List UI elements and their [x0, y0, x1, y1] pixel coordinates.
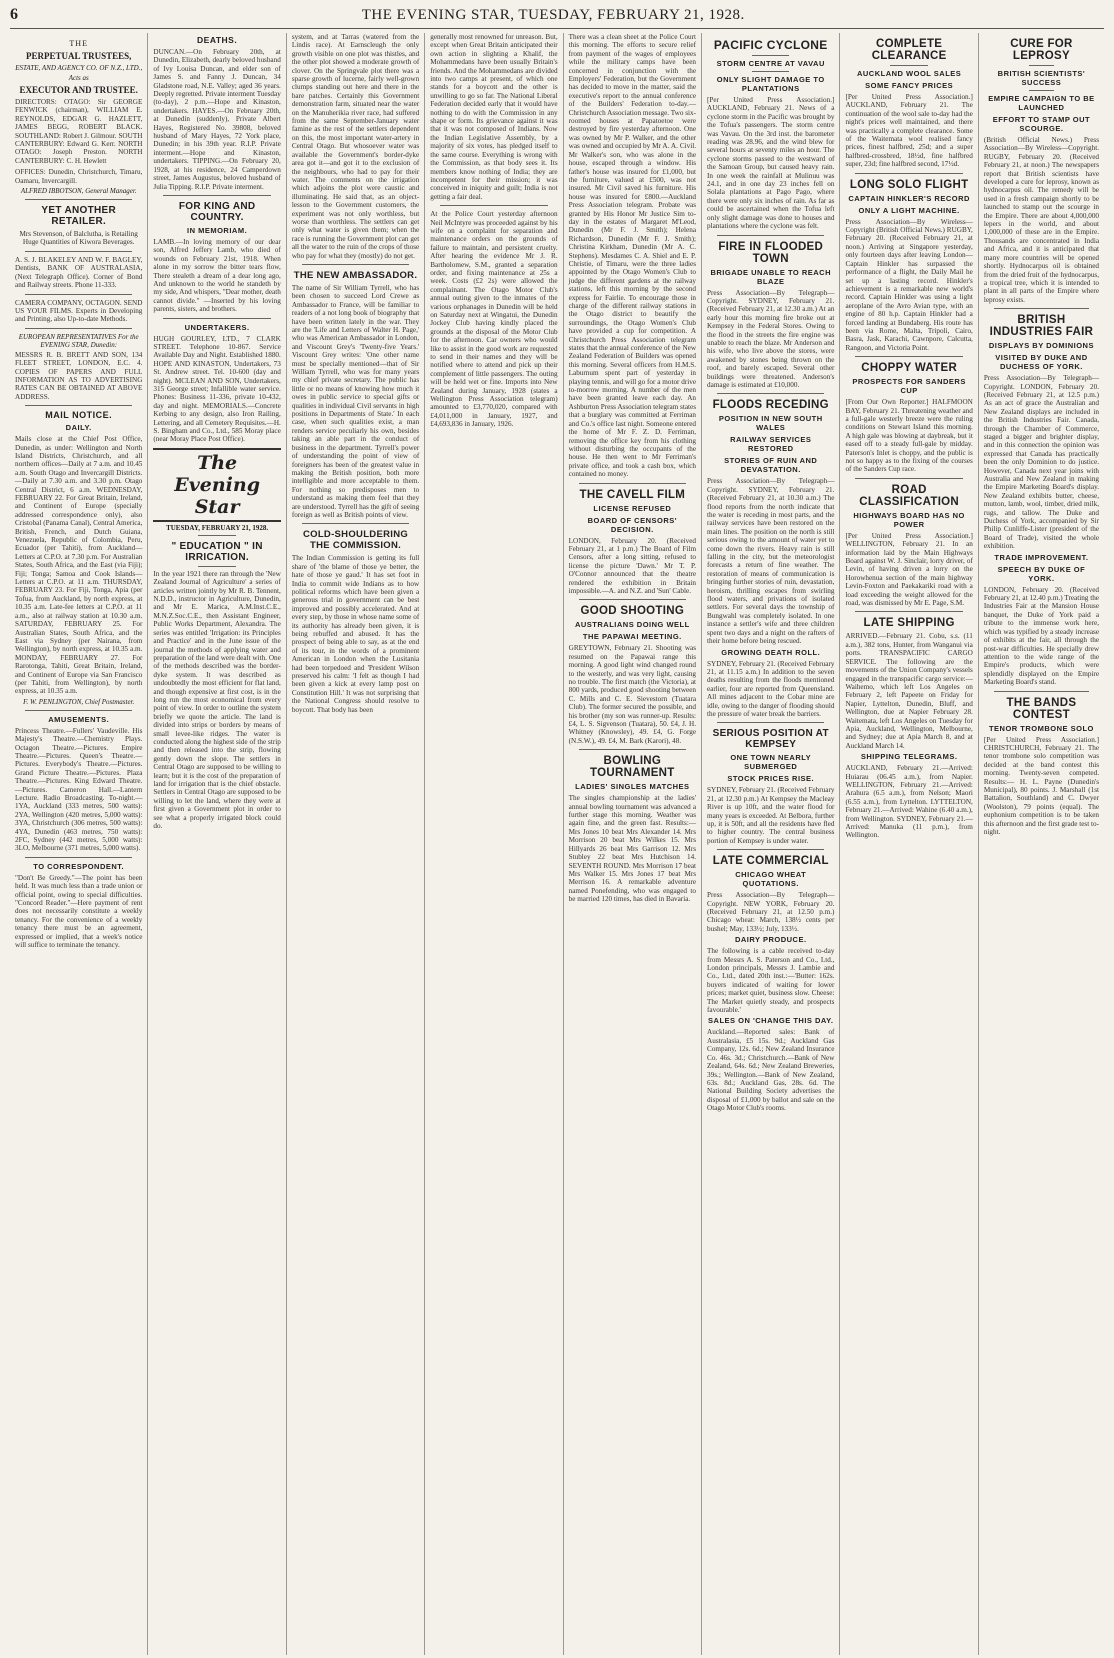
road-text: [Per United Press Association.] WELLINGTON, February 21. In an information laid by the Main Highways Board against W. J. Sinclair, lorry driver, of Levin, of having driven a lorry on the Horowhenua section of the main highway Levin-Foxton and Paekakariki road with a load exceeding the weight allowed for the road, was dismissed by Mr E. Page, S.M. — [845, 531, 973, 608]
fire-subheading: BRIGADE UNABLE TO REACH BLAZE — [710, 267, 831, 286]
columns — [10, 33, 1104, 1655]
sales-text: Auckland.—Reported sales: Bank of Australasia, £5 15s. 9d.; Auckland Gas Company, 12s. 6d.; New Zealand Insurance Co. 46s. 3d.; Christchurch.—Bank of New Zealand, 64s. 6d.; New Zealand Breweries, 39s.; Wellington.—Bank of New Zealand, 63s. 8d.; Auckland Gas, 28s. 6d. The National Building Society advertises the disposal of £1,000 by ballot and sale on the Otago Motor Club's rooms. — [707, 1028, 835, 1113]
cyclone-subheading: STORM CENTRE AT VAVAU — [716, 59, 825, 68]
dentists-ad: A. S. J. BLAKELEY AND W. F. BAGLEY, Dentists, BANK OF AUSTRALASIA, (Next Telegraph Office). Corner of Bond and Railway streets. Phone 11-333. — [15, 255, 143, 290]
clearance-subheading-2: SOME FANCY PRICES — [865, 81, 954, 90]
deaths-heading: DEATHS. — [197, 35, 238, 45]
fair-text: Press Association—By Telegraph—Copyright. LONDON, February 20. (Received February 21, at 12.5 p.m.) As an act of grace the Australian and New Zealand displays are included in the British Industries Fair. Canada, through the Chamber of Commerce, staged a bigger and brighter display, and in this connection the opinion was expressed that Canada has practically been the only Dominion to do justice. However, Canada next year joins with Australia and New Zealand in making the Empire Marketing Board's display. New Zealand exhibits butter, cheese, mutton, lamb, wool, timber, dried milk, rugs, and tallow. The Duke and Duchess of York, accompanied by Sir Philip Cunliffe-Lister (president of the Board of Trade), visited the whole exhibition. — [983, 374, 1100, 551]
floods-subheading-3: STORIES OF RUIN AND DEVASTATION. — [724, 456, 818, 475]
death-roll-heading: GROWING DEATH ROLL. — [721, 647, 821, 657]
trade-text: LONDON, February 20. (Received February 21, at 12.40 p.m.) Treating the Industries Fair at the Mansion House banquet, the Duke of York paid a tribute to the immense work here, which was typified by a steady increase of exhibits at the fair, all through the post-war difficulties. He specially drew attention to the wide range of the Empire's products, which were splendidly displayed on the Empire Marketing Board's stand. — [983, 585, 1100, 687]
wheat-subheading: CHICAGO WHEAT QUOTATIONS. — [735, 870, 807, 889]
choppy-text: [From Our Own Reporter.] HALFMOON BAY, February 21. Threatening weather and a full-gale westerly breeze were the ruling conditions on Stewart Island this morning. A high gale was blowing at daybreak, but it eased off to a steady full-gale by midday. Paterson's Inlet is choppy, and the public is not so happy as to the fixing of the courses of the Sanders Cup race. — [845, 398, 973, 474]
clearance-subheading: AUCKLAND WOOL SALES — [856, 69, 962, 78]
mail-subheading: DAILY. — [65, 423, 92, 433]
clearance-text: [Per United Press Association.] AUCKLAND, February 21. The continuation of the wool sale to-day had the night's prices well maintained, and there was practically a complete clearance. Some of the Waitemata wool realised fancy prices, finest halfbred, 25d; and a super halfbred-crossbred, 18½d, fine halfbred super, 23d; fine halfbred second, 17½d. — [845, 93, 973, 169]
mail-text: Mails close at the Chief Post Office, Dunedin, as under: Wellington and North Island Districts, Christchurch, and all northern offices—Daily at 7 a.m. and 10.45 a.m. South Otago and Invercargill Districts.—Daily at 7.30 a.m. and 3.30 p.m. Otago Central District, 6 a.m. WEDNESDAY, FEBRUARY 22. For Great Britain, Ireland, and Continent of Europe (specially addressed correspondence only), also Cristobal (Panama Canal), Central America, British, French, and Dutch Guiana, Venezuela, Republic of Colombia, Peru, Ecuador (per Tahiti), from Auckland—Letters at C.P.O. at 7.30 p.m. For Australian States, South Africa, and the East (via Fiji); Fiji; Tonga; Samoa and Cook Islands—Letters at C.P.O. at 11 a.m. THURSDAY, FEBRUARY 23. For Fiji, Tonga, Apia (per Tofua, from Auckland, by north express, at 10.35 a.m. Late-fee letters at C.P.O. at 11 a.m., also at railway station at 10.30 a.m. SATURDAY, FEBRUARY 25. For Australian States, South Africa, and the East via Sydney (per Nairana, from Wellington), by north express, at 10.35 a.m. MONDAY, FEBRUARY 27. For Rarotonga, Tahiti, Great Britain, Ireland, and Continent of Europe via San Francisco (per Tahiti, from Wellington), by north express, at 10.35 a.m. — [15, 435, 143, 696]
road-heading: ROAD CLASSIFICATION — [859, 483, 960, 508]
column-4 — [425, 33, 563, 1655]
page-number: 6 — [10, 6, 19, 23]
european-text: MESSRS R. B. BRETT AND SON, 134 FLEET STREET, LONDON, E.C. 4. COPIES OF PAPERS AND FULL INFORMATION AS TO ADVERTISING RATES CAN BE OBTAINED AT ABOVE ADDRESS. — [15, 350, 143, 401]
floods-heading: FLOODS RECEDING — [712, 399, 829, 412]
police-court-text: At the Police Court yesterday afternoon Neil McIntyre was proceeded against by his wife on a complaint for separation and maintenance orders on the grounds of failure to maintain, and persistent cruelty. After hearing the evidence Mr J. R. Bartholomew, S.M., granted a separation order, and fixing maintenance at 25s a week. Costs (£2 2s) were allowed the complainant. The Otago Motor Club's annual outing given to the inmates of the various orphanages in Dunedin will be held on Saturday next at Wingatui, the Dunedin Jockey Club having kindly placed the grounds at the disposal of the Motor Club for the afternoon. Car owners who would like to assist in the good work are requested to send in their names and they will be notified where to attend and pick up their complement of little passengers. The outing will be held wet or fine. Imports into New Zealand during January, 1928 (states a Wellington Press Association telegram) amounted to £3,770,020, compared with £4,011,000 in January, 1927, and £4,693,836 in January, 1926. — [430, 210, 558, 429]
kempsey-text: SYDNEY, February 21. (Received February 21, at 12.30 p.m.) At Kempsey the Macleay River is up 10ft, and the water flood for many years is exceeded. At Belbora, further up, it is 50ft, and all the residents have fled to higher country. The central business portion of Kempsey is under water. — [707, 786, 835, 845]
trade-heading: TRADE IMPROVEMENT. — [994, 552, 1089, 562]
solo-flight-subheading-2: ONLY A LIGHT MACHINE. — [858, 205, 960, 215]
solo-flight-heading: LONG SOLO FLIGHT — [849, 178, 969, 191]
column-7 — [840, 33, 978, 1655]
death-roll-text: SYDNEY, February 21. (Received February 21, at 11.15 a.m.) In addition to the seven deaths resulting from the floods mentioned earlier, four are reported from Queensland. All mines adjacent to the Cobar mine are idle, owing to the danger of flooding should the pressure of water break the barriers. — [707, 659, 835, 718]
editorial-heading: " EDUCATION " IN IRRICATION. — [171, 540, 263, 563]
deaths-text: DUNCAN.—On February 20th, at Dunedin, Elizabeth, dearly beloved husband of Ivy Louisa Duncan, and elder son of James S. and Fanny J. Duncan, 34 Gladstone road, N.E. Valley; aged 36 years. Deeply regretted. Private interment Tuesday (to-day), 2 p.m.—Hope and Kinaston, undertakers. HAYES.—On February 20th, at Dunedin (suddenly), Private Albert Hayes, Registered No. 39808, beloved husband of Mary Hayes, 72 York place, Dunedin; in his 39th year. R.I.P. Private interment.—Hope and Kinaston, undertakers. TIPPING.—On February 20, 1928, at his residence, 24 Camperdown street, James Augustus, beloved husband of Julia Tipping. R.I.P. Private interment. — [153, 48, 281, 191]
fair-subheading: DISPLAYS BY DOMINIONS — [988, 341, 1094, 351]
dairy-text: The following is a cable received to-day from Messrs A. S. Paterson and Co., Ltd., London principals, Messrs J. Lambie and Co., Ltd., dated 20th inst.:—'Butter: 162s. buyers indicated of waiting for lower prices; market quiet, business slow. Cheese: The Market quietly steady, and prospects favourable.' — [707, 947, 835, 1015]
cyclone-text: [Per United Press Association.] AUCKLAND, February 21. News of a cyclone storm in the Pacific was brought by the Tofua's passengers. The storm centre was Vavau. On the 3rd inst. the barometer reading was 28.96, and the wind blew for several hours at seventy miles an hour. The cyclone storms passed to the westward of the Samoan Group, but caused heavy rain. In one week the rainfall at Mulinuu was 24.1, and in one day 23 inches fell on Solala plantations at Pago Pago, where there were only six inches of rain. As far as could be ascertained when the Tofua left only slight damage was done to houses and plantations where the cyclone was felt. — [707, 96, 835, 231]
kc-heading: FOR KING AND COUNTRY. — [178, 200, 256, 223]
cyclone-subheading-2: ONLY SLIGHT DAMAGE TO PLANTATIONS — [716, 75, 825, 93]
shipping-heading: LATE SHIPPING — [863, 617, 955, 630]
masthead — [10, 6, 1104, 29]
undertakers-heading: UNDERTAKERS. — [184, 322, 250, 332]
commission-text: The Indian Commission is getting its full share of 'the blame of those ye better, the hate of those ye gaud.' It has set foot in India to commit wide Indians as to how political reforms which have been given a generous trial in government can be best improved and possibly accelerated. And at every step, by those in whose name some of its authority has already been given, it is being rebuffed and abused. It has the prospect of being able to say, as at the end of its tour, in the words of a prominent American in London when the Lusitania had been torpedoed and 'President Wilson preserved his calm: 'I felt as though I had been given a kick at every lamp post on Constitution Hill.' It was not surprising that the National Congress should resolve to boycott. That body has been — [291, 554, 420, 714]
kempsey-subheading: ONE TOWN NEARLY SUBMERGED — [730, 753, 812, 772]
column-3 — [287, 33, 425, 1655]
trustees-title: PERPETUAL TRUSTEES, — [26, 51, 132, 61]
fair-heading: BRITISH INDUSTRIES FAIR — [989, 314, 1094, 339]
shipping-telegrams-text: AUCKLAND, February 21.—Arrived: Huiarau (06.45 a.m.), from Napier. WELLINGTON, February 21.—Arrived: Arahura (6.5 a.m.), from Nelson; Maori (6.55 a.m.), from Lyttelton. LYTTELTON, February 21.—Arrived: Wahine (6.40 a.m.), from Wellington. SYDNEY, February 21.—Arrived: Manuka (11 p.m.), from Wellington. — [845, 764, 973, 840]
road-subheading: HIGHWAYS BOARD HAS NO POWER — [853, 510, 965, 529]
amusements-heading: AMUSEMENTS. — [48, 714, 110, 724]
correspondent-text: "Don't Be Greedy."—The point has been held. It was much less than a trade union or official point, owing to special difficulties. "Concord Reader."—Here payment of rent does not necessarily constitute a weekly tenancy. For the convenience of a weekly tenancy there must be an agreement, expressed or implied, that a week's notice will suffice to terminate the tenancy. — [15, 873, 143, 950]
bands-text: [Per United Press Association.] CHRISTCHURCH, February 21. The tenor trombone solo competition was decided at the band contest this morning. Twenty-seven competed. Results:— H. L. Payne (Dunedin's Municipal), 80 points. J. Marshall (1st Battalion, Southland) and C. Dwyer (Woolston), 79 points (equal). The euphonium competition is to be taken this afternoon and the first grade test to-night. — [983, 735, 1100, 836]
floods-subheading: POSITION IN NEW SOUTH WALES — [718, 414, 823, 433]
trade-subheading: SPEECH BY DUKE OF YORK. — [997, 564, 1086, 583]
evening-star-logo: The Evening Star — [153, 448, 280, 522]
undertakers-text: HUGH GOURLEY, LTD., 7 CLARK STREET. Telephone 10-867. Service Available Day and Night. Established 1880. HOPE AND KINASTON, Undertakers, 73 St. Andrew street. Tel. 10-600 (day and night). MCLEAN AND SON, Undertakers, 315 George street; Infallible water service. Phones: Business 11-336, private 10-432, day and night. MEMORIALS.—Concrete Kerbing to any design, also Iron Railing, Lettering, and all Cemetery Requisites.—H. S. Bingham and Co., Ltd., 585 Moray place (near Moray Place Post Office). — [153, 334, 281, 444]
camera-ad: CAMERA COMPANY, OCTAGON. SEND US YOUR FILMS. Experts in Developing and Printing, also Up-to-date Methods. — [15, 298, 143, 324]
column-5 — [564, 33, 702, 1655]
kempsey-heading: SERIOUS POSITION AT KEMPSEY — [712, 728, 829, 751]
shooting-subheading-2: THE PAPAWAI MEETING. — [582, 632, 682, 642]
kc-subheading: IN MEMORIAM. — [187, 225, 248, 235]
ambassador-heading: THE NEW AMBASSADOR. — [293, 269, 418, 281]
bands-subheading: TENOR TROMBONE SOLO — [988, 723, 1094, 733]
ambassador-text: The name of Sir William Tyrrell, who has been chosen to succeed Lord Crewe as Ambassador to France, will be familiar to readers of a not long book of biography that have been written lately in the war. They are the 'Life and Letters of Walter H. Page,' who was American Ambassador in London, and Viscount Grey's 'Twenty-five Years.' Viscount Grey writes: 'One other name must be specially mentioned—that of Sir William Tyrrell, who was for many years my chief private secretary. The public has little or no means of knowing how much it owes in public service to special gifts or qualities in individual Civil servants in high positions in Departments of State.' In each case, when such qualities exist, a man renders service peculiarly his own, besides taking an able part in the conduct of business in the department. Tyrrell's power of understanding the point of view of foreigners has been of the greatest value in making the British position, both more intelligible and more acceptable to them. For nothing so predisposes men to understand as making them feel that they are understood. Tyrrell has the gift of seeing foreign as well as British points of view. — [291, 283, 420, 519]
fire-text: Press Association—By Telegraph—Copyright. SYDNEY, February 21. (Received February 21, at 12.30 a.m.) At an early hour this morning fire broke out at Kempsey in the Federal Stores. Owing to the flood in the streets the fire engine was unable to reach the blaze. Mr Anderson and his wife, who live above the stores, were awakened by stones being thrown on the roof, and barely escaped. Several other buildings were threatened. Anderson's damage is estimated at £10,000. — [707, 288, 835, 389]
cavell-subheading-2: BOARD OF CENSORS' DECISION. — [587, 515, 678, 534]
trustees-offices: OFFICES: Dunedin, Christchurch, Timaru, Oamaru, Invercargill. — [15, 168, 143, 185]
amusements-text: Princess Theatre.—Fullers' Vaudeville. His Majesty's Theatre.—Chemistry Plays. Octagon Theatre.—Pictures. Empire Theatre.—Pictures. Queen's Theatre.—Pictures. Everybody's Theatre.—Pictures. Grand Picture Theatre.—Pictures. Plaza Theatre.—Pictures. King Edward Theatre.—Pictures. Cameron Hall.—Lantern Lecture. Radio Broadcasting. To-night.—1YA, Auckland (333 metres, 500 watts): 2YA, Wellington (420 metres, 5,000 watts): 3YA, Christchurch (306 metres, 500 watts): 4YA, Dunedin (463 metres, 750 watts): 2FC, Sydney (442 metres, 5,000 watts): 3LO, Melbourne (371 metres, 5,000 watts). — [15, 726, 143, 853]
floods-text: Press Association—By Telegraph—Copyright. SYDNEY, February 21. (Received February 21, at 10.30 a.m.) The flood reports from the north indicate that the water is receding in most parts, and the railway services have been restored on the main lines. The position on the north is still serious owing to the amount of water yet to come down the rivers. Heavy rain is still falling in the city, but the meteorologist forecasts a return of fine weather. The restoration of means of communication is bringing further stories of ruin, devastation, heroism, thrilling escapes from swirling flood waters, and privations of isolated settlers. For several days the township of Bungwahl was completely isolated. In one instance a settler's wife and three children spent two days and a night on the rafters of their home before being rescued. — [707, 477, 835, 646]
choppy-subheading: PROSPECTS FOR SANDERS CUP — [852, 377, 966, 396]
dairy-heading: DAIRY PRODUCE. — [734, 935, 807, 945]
editorial-text: In the year 1921 there ran through the 'New Zealand Journal of Agriculture' a series of articles written jointly by Mr R. B. Tennent, N.D.D., instructor in Agriculture, Dunedin, and Mr E. Marica, A.M.Inst.C.E., M.N.Z.Soc.C.E., then Assistant Engineer, Public Works Department, Alexandra. The series was entitled 'Irrigation: its Principles and Practice' and in the June issue of the journal the methods of applying water and preparation of the land were dealt with. One of the methods described was the border-dyke system. It was described as undoubtedly the most efficient for flat land, and though expensive at first cost, is in the long run the most economical from every point of view. In order to outline the system briefly we quote the article. The land is divided into strips or borders by means of small levee-like ridges. The water is conducted along the highest side of the strip and then released into the strip, flowing gently down the slope. The settlers in Central Otago are supposed to be willing to learn; but it is the cost of the preparation of land for irrigation that is the chief obstacle. Settlers in Central Otago are supposed to be willing to let the land, where they were at first given a Government plot in order to see what a properly irrigated block could do. — [153, 569, 281, 831]
leprosy-text: (British Official News.) Press Association—By Wireless—Copyright. RUGBY, February 20. (Received February 21, at noon.) The newspapers report that British scientists have developed a cure for leprosy, known as hydnocarpus oil. The remedy will be used in a fresh campaign shortly to be launched to stamp out the scourge in the Empire. There are about 4,000,000 lepers in the world, and about 1,000,000 of these are in the Empire. Thousands are concentrated in India and Africa, and it is anticipated that many more countries will be opened shortly. Hydnocarpus oil is obtained from the dried fruit of the hydnocarpus, a tropical tree, which it is intended to plant in all parts of the Empire where leprosy exists. — [983, 136, 1100, 304]
kempsey-subheading-2: STOCK PRICES RISE. — [727, 774, 815, 784]
trustees-manager: ALFRED IBBOTSON, General Manager. — [20, 187, 137, 196]
wheat-text: Press Association—By Telegraph—Copyright. NEW YORK, February 20. (Received February 21, at 12.50 p.m.) Chicago wheat: March, 138½ cents per bushel; May, 133½; July, 133½. — [707, 891, 835, 933]
fire-heading: FIRE IN FLOODED TOWN — [718, 240, 824, 265]
leprosy-heading: CURE FOR LEPROSY — [1010, 38, 1073, 62]
commission-heading: COLD-SHOULDERING THE COMMISSION. — [302, 529, 409, 552]
cavell-text: LONDON, February 20. (Received February 21, at 1 p.m.) The Board of Film Censors, after a long sitting, refused to license the picture 'Dawn.' Mr T. P. O'Connor announced that the theatre rendered the exhibition in Britain impossible.—A. and N.Z. and 'Sun' Cable. — [568, 536, 697, 595]
bands-heading: THE BANDS CONTEST — [1006, 696, 1077, 721]
editorial-continued: system, and at Tarras (watered from the Lindis race). At Earnscleugh the only growth visible on one plot was thistles, and the other plot showed a moderate growth of clover. On the Springvale plot there was a sparse growth of lucerne, fairly well-grown clumps standing out here and there in the bare patches. Certainly this Government demonstration farm, situated near the water on the Manuherikia river race, had suffered from the same September-January water famine as the rest of the settlers dependent on this, the most important water-artery in Central Otago. But whosoever water was available the Government's border-dyke area got it—and got it to the exclusion of the neighbours, who had to pay for their water. The comments on the irrigation which adjoins the plot were caustic and illuminating. He said that, as an object-lesson to the Government customers, the experiment was not only worthless, but worse than worthless. The settlers can get only what water is given them; when the race is running the Government plot can get all the water to the ruin of the crops of those who pay for what they (mostly) do not get. — [291, 33, 420, 260]
leprosy-subheading-3: EFFORT TO STAMP OUT SCOURGE. — [992, 115, 1091, 133]
retailer-text: Mrs Stevenson, of Balclutha, is Retailing Huge Quantities of Kiwora Beverages. — [19, 230, 138, 247]
cavell-heading: THE CAVELL FILM — [579, 488, 686, 501]
shipping-telegrams-heading: SHIPPING TELEGRAMS. — [860, 752, 958, 762]
fair-subheading-2: VISITED BY DUKE AND DUCHESS OF YORK. — [995, 353, 1088, 372]
retailer-heading: YET ANOTHER RETAILER. — [41, 205, 116, 228]
mail-heading: MAIL NOTICE. — [45, 410, 113, 421]
choppy-heading: CHOPPY WATER — [861, 362, 958, 375]
bowling-heading: BOWLING TOURNAMENT — [590, 755, 675, 780]
kc-text: LAMB.—In loving memory of our dear son, Alfred Jeffery Lamb, who died of wounds on February 21st, 1918. When alone in my sorrow the bitter tears flow, There stealeth a dream of a dear long ago, And unknown to the world he standeth by my side, And whispers, "Dear mother, death cannot divide." —Inserted by his loving parents, sisters, and brothers. — [153, 237, 281, 314]
column-6 — [702, 33, 840, 1655]
trustees-directors: DIRECTORS: OTAGO: Sir GEORGE FENWICK (chairman), WILLIAM E. REYNOLDS, EDGAR G. HAZLETT, JAMES BEGG, ROBERT BLACK. SOUTHLAND: Robert J. Gilmour. SOUTH CANTERBURY: Edward G. Kerr. NORTH OTAGO: Joseph Preston. NORTH CANTERBURY: C. H. Hewlett — [15, 98, 143, 165]
commission-continued: generally most renowned for unreason. But, except when Great Britain anticipated their own action in slighting a Khalif, the Mohammedans have been usually Britain's friends. And the Mohammedans are divided into two camps at present, of which one stands for a boycott and the other is unwilling to go so far. The National Liberal Federation decided early that it would have nothing to do with the Commission in any shape or form. Its grievance against it was that it was not composed of Indians. Now the Indian Legislative Assembly, by a majority of six votes, has pledged itself to the same course. Everything is wrong with the Commission, as that body sees it. Its members know nothing of India; they are incompetent for their mission; it was conceived in iniquity and guilt; India is not getting a fair deal. — [430, 33, 558, 201]
shooting-subheading: AUSTRALIANS DOING WELL — [574, 620, 690, 630]
leprosy-subheading-2: EMPIRE CAMPAIGN TO BE LAUNCHED — [988, 94, 1095, 112]
column-2 — [148, 33, 286, 1655]
logo-date: TUESDAY, FEBRUARY 21, 1928. — [166, 523, 269, 532]
column-1: THE PERPETUAL TRUSTEES, ESTATE, AND AGENCY CO. OF N.Z., LTD., Acts as EXECUTOR AND TRUSTEE. DIRECTORS: OTAGO: Sir GEORGE FENWICK (chairman), WILLIAM E. REYNOLDS, EDGAR G. HAZLETT, JAMES BEGG, ROBERT BLACK. SOUTHLAND: Robert J. Gilmour. SOUTH CANTERBURY: Edward G. Kerr. NORTH OTAGO: Joseph Preston. NORTH CANTERBURY: C. H. Hewlett OFFICES: Dunedin, Christchurch, Timaru, Oamaru, Invercargill. ALFRED IBBOTSON, General Manager. YET ANOTHER RETAILER. Mrs Stevenson, of Balclutha, is Retailing Huge Quantities of Kiwora Beverages. A. S. J. BLAKELEY AND W. F. BAGLEY, Dentists, BANK OF AUSTRALASIA, (Next Telegraph Office). Corner of Bond and Railway streets. Phone 11-333. CAMERA COMPANY, OCTAGON. SEND US YOUR FILMS. Experts in Developing and Printing, also Up-to-date Methods. EUROPEAN REPRESENTATIVES For the EVENING STAR, Dunedin: MESSRS R. B. BRETT AND SON, 134 FLEET STREET, LONDON, E.C. 4. COPIES OF PAPERS AND FULL INFORMATION AS TO ADVERTISING RATES CAN BE OBTAINED AT ABOVE ADDRESS. MAIL NOTICE. DAILY. Mails close at the Chief Post Office, Dunedin, as under: Wellington and North Island Districts, Christchurch, and all northern offices—Daily at 7 a.m. and 10.45 a.m. South Otago and Invercargill Districts.—Daily at 7.30 a.m. and 3.30 p.m. Otago Central District, 6 a.m. WEDNESDAY, FEBRUARY 22. For Great Britain, Ireland, and Continent of Europe (specially addressed correspondence only), also Cristobal (Panama Canal), Central America, British, French, and Dutch Guiana, Venezuela, Republic of Colombia, Peru, Ecuador (per Tahiti), from Auckland—Letters at C.P.O. at 7.30 p.m. For Australian States, South Africa, and the East (via Fiji); Fiji; Tonga; Samoa and Cook Islands—Letters at C.P.O. at 11 a.m. THURSDAY, FEBRUARY 23. For Fiji, Tonga, Apia (per Tofua, from Auckland, by north express, at 10.35 a.m. Late-fee letters at C.P.O. at 11 a.m., also at railway station at 10.30 a.m. SATURDAY, FEBRUARY 25. For Australian States, South Africa, and the East via Sydney (per Nairana, from Wellington), by north express, at 10.35 a.m. MONDAY, FEBRUARY 27. For Rarotonga, Tahiti, Great Britain, Ireland, and Continent of Europe via San Francisco (per Tahiti, from Wellington), by north express, at 10.35 a.m. F. W. PENLINGTON, Chief Postmaster. AMUSEMENTS. Princess Theatre.—Fullers' Vaudeville. His Majesty's Theatre.—Chemistry Plays. Octagon Theatre.—Pictures. Empire Theatre.—Pictures. Queen's Theatre.—Pictures. Everybody's Theatre.—Pictures. Grand Picture Theatre.—Pictures. Plaza Theatre.—Pictures. King Edward Theatre.—Pictures. Cameron Hall.—Lantern Lecture. Radio Broadcasting. To-night.—1YA, Auckland (333 metres, 500 watts): 2YA, Wellington (420 metres, 5,000 watts): 3YA, Christchurch (306 metres, 500 watts): 4YA, Dunedin (463 metres, 750 watts): 2FC, Sydney (442 metres, 5,000 watts): 3LO, Melbourne (371 metres, 5,000 watts). TO CORRESPONDENT. "Don't Be Greedy."—The point has been held. It was much less than a trade union or official point, owing to special difficulties. "Concord Reader."—Here payment of rent does not necessarily constitute a weekly tenancy. For the convenience of a weekly tenancy there must be an agreement, expressed or implied, that a week's notice will suffice to terminate the tenancy. — [10, 33, 148, 1655]
local-news-text: There was a clean sheet at the Police Court this morning. The efforts to secure relief from payment of the wages of employees while the military camps have been concerned in conjunction with the Employers' Federation, but the Government has decided to move in the matter, said the executive's report to the annual conference of the Builders' Federation to-day.—Christchurch Association message. Two six-roomed houses at Papatoetoe were destroyed by fire yesterday afternoon. One was owned by Mr P. Walker, and the other was owned and occupied by Mr A. A. Civil. Mr Walker's son, who was alone in the house, escaped through a window. His father's house was insured for £1,000, but the furniture, valued at £500, was not insured. Mr Civil saved his furniture. His house was insured for £800.—Auckland Press Association telegram. Probate was granted by His Honor Mr Justice Sim to-day in the estates of Margaret M'Leod, Dunedin (Mr F. J. Smith); Helena Richardson, Dunedin (Mr F. J. Smith); Christina Kirkham, Dunedin (Mr A. C. Stephens). Mesdames C. A. Shiel and E. P. Christie, of Timaru, were the three ladies appointed by the Otago Women's Club to judge the different gardens at the railway stations, left this morning by the second express for Fairlie. To encourage those in charge of the different railway stations in the Otago district to beautify the surroundings, the Otago Women's Club have provided a cup for competition. A Christchurch Press Association telegram states that the annual conference of the New Zealand Federation of Builders was opened this morning. Several officers from H.M.S. Laburnum spent part of yesterday in playing tennis, and will go for a motor drive to-morrow morning. A number of the men have been granted leave each day. An Ashburton Press Association telegram states that a burglary was committed at Ferriman and Co.'s office last night. Someone entered the home of Mr F. Z. D. Ferriman, removing the office key from his clothing without disturbing the occupants of the house. He then went to Mr Ferriman's private office, and took a cash box, which contained no money. — [568, 33, 697, 479]
solo-flight-text: Press Association—By Wireless—Copyright (British Official News.) RUGBY, February 20. (Received February 21, at noon.) Arriving at Singapore yesterday, only fourteen days after leaving London—Captain Hinkler has surpassed the performance of a flight, the Daily Mail he set up a lasting record. Hinkler's achievement is a remarkable new world's record. Captain Hinkler was using a light aeroplane of the Avro Avian type, with an engine of 80 h.p. Captain Hinkler had a forced landing at Bundaberg. His route has been via Rome, Malta, Tripoli, Cairo, Basra, Jask, Karachi, Cawnpore, Calcutta, Rangoon, and Victoria Point. — [845, 217, 973, 352]
floods-subheading-2: RAILWAY SERVICES RESTORED — [730, 435, 812, 454]
leprosy-subheading: BRITISH SCIENTISTS' SUCCESS — [997, 69, 1086, 87]
masthead-title: THE EVENING STAR, TUESDAY, FEBRUARY 21, 1928. — [361, 7, 745, 23]
trustees-executor: EXECUTOR AND TRUSTEE. — [19, 85, 138, 95]
correspondent-heading: TO CORRESPONDENT. — [33, 861, 125, 871]
shipping-text: ARRIVED.—February 21. Cobu, s.s. (11 a.m.), 382 tons, Hunter, from Wanganui via ports. TRANSPACIFIC CARGO SERVICE. The following are the movements of the Union Company's vessels engaged in the transpacific cargo service:— Waihemo, which left Los Angeles on February 2, left Papeete on Friday for Napier, Lyttelton, Dunedin, Bluff, and Wellington, due at Napier February 28. Waitemata, left Los Angeles on Tuesday for Apia, Auckland, Wellington, Melbourne, and Sydney; due at Apia March 8, and at Auckland March 14. — [845, 632, 973, 750]
clearance-heading: COMPLETE CLEARANCE — [871, 38, 947, 62]
bowling-text: The singles championship at the ladies' annual bowling tournament was advanced a further stage this morning. Weather was again fine, and the green fast. Results:— Mrs Jones 10 beat Mrs Alexander 14. Mrs Morrison 20 beat Mrs Wilkes 15. Mrs Hillyards 26 beat Mrs Garrison 12. Mrs Stubley 22 beat Mrs Hutchison 14. SEVENTH ROUND. Mrs Morrison 17 beat Mrs Walker 15. Mrs Jones 17 beat Mrs Merrison 16. A remarkable adventure named Ponefending, who was engaged to be married 120 times, has died in Bavaria. — [568, 794, 697, 904]
shooting-text: GREYTOWN, February 21. Shooting was resumed on the Papawai range this morning. A good light wind changed round to the westerly, and was very light, causing no trouble. The first match (the Victoria), at 800 yards, produced good shooting between C. Mills and C. E. Sievestorn (Tuatara Club). The former secured the possible, and his brother (my son was runner-up. Results: £4, L. S. Sigvenson (Tuatara), 50. £4, J. H. Whitney (Knowsley), 49. £4, G. Forge (N.S.W.), 49. £4, M. Bark (Karori), 48. — [568, 644, 697, 745]
sales-heading: SALES ON 'CHANGE THIS DAY. — [708, 1016, 834, 1026]
column-8 — [979, 33, 1104, 1655]
shooting-heading: GOOD SHOOTING — [580, 605, 685, 618]
mail-signature: F. W. PENLINGTON, Chief Postmaster. — [23, 697, 135, 706]
cavell-subheading: LICENSE REFUSED — [593, 503, 672, 513]
cyclone-heading: PACIFIC CYCLONE — [713, 38, 828, 52]
european-heading: EUROPEAN REPRESENTATIVES For the EVENING STAR, Dunedin: — [18, 332, 139, 349]
bowling-subheading: LADIES' SINGLES MATCHES — [575, 782, 690, 792]
commercial-heading: LATE COMMERCIAL — [712, 855, 829, 868]
trustees-sub: ESTATE, AND AGENCY CO. OF N.Z., LTD., — [15, 64, 143, 72]
solo-flight-subheading: CAPTAIN HINKLER'S RECORD — [848, 193, 970, 203]
